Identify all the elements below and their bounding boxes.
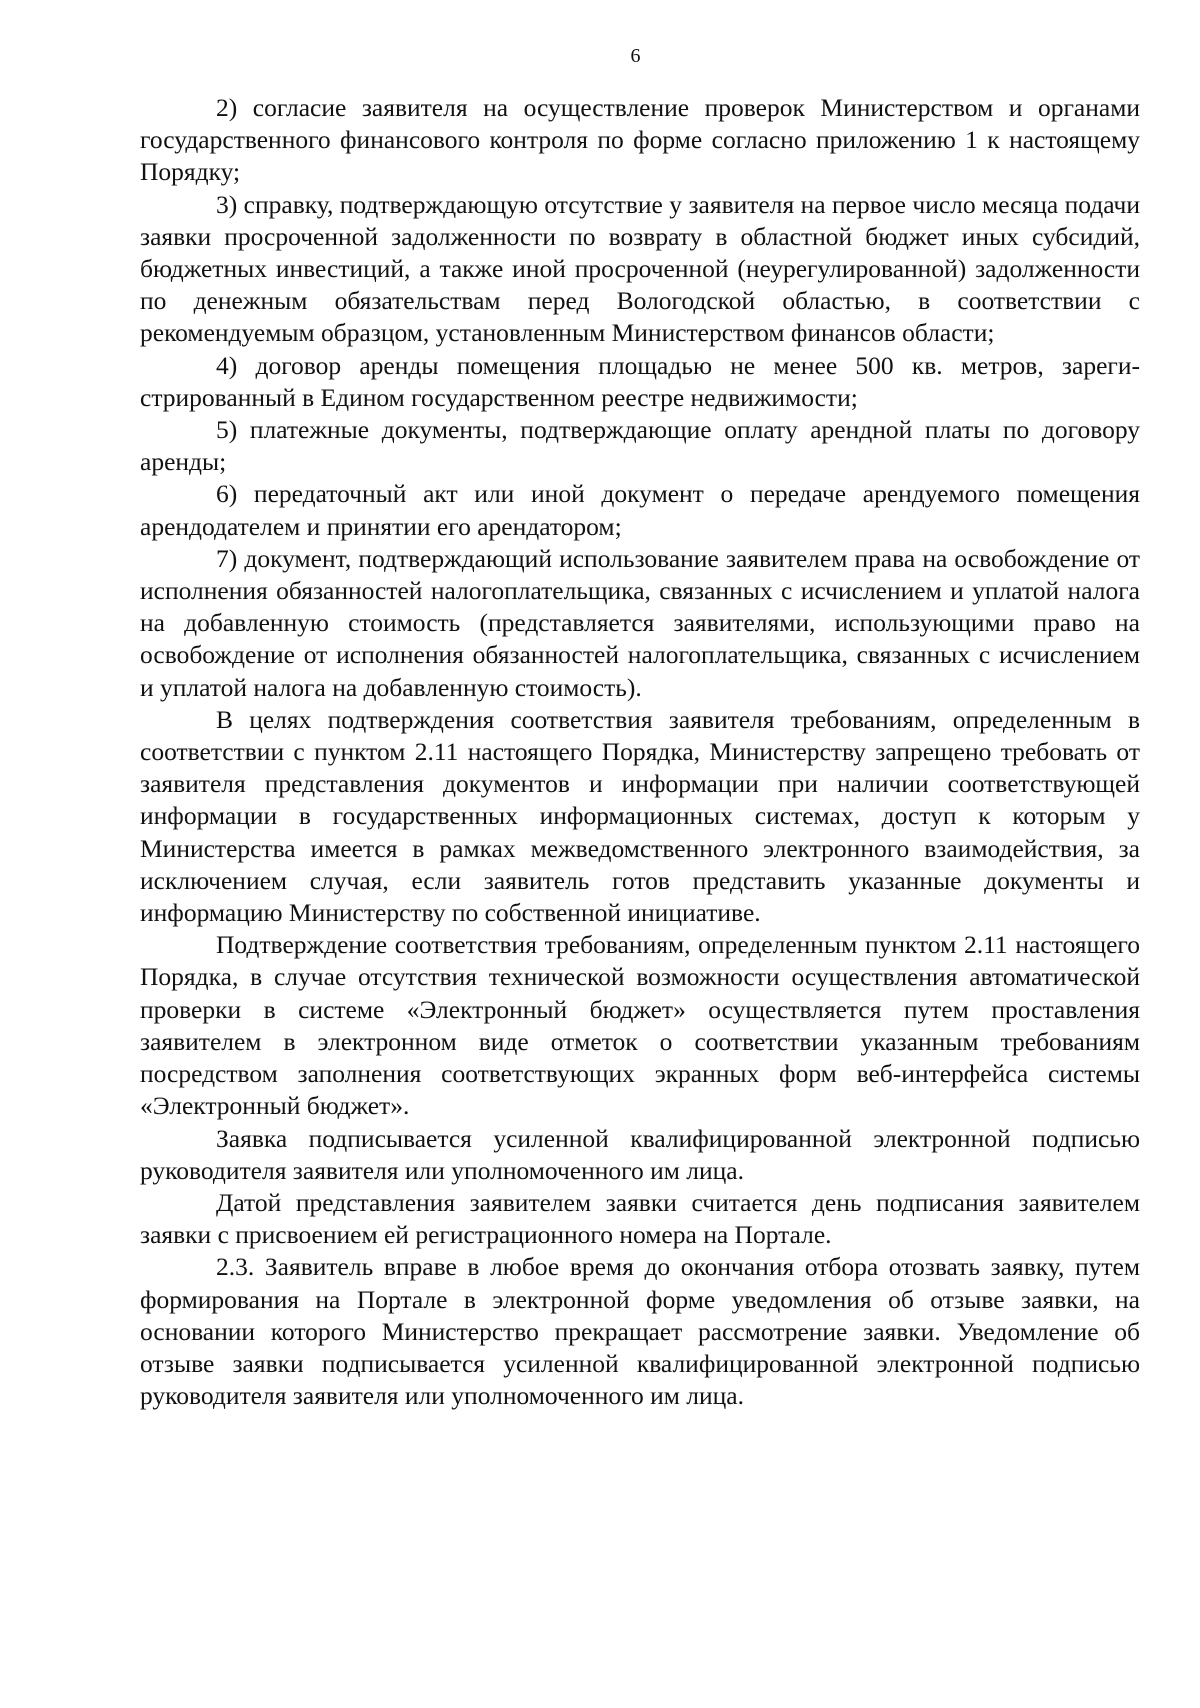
paragraph-item-5: 5) платежные документы, подтверждающие оплату арендной платы по договору аренды; bbox=[140, 415, 1140, 477]
page-number: 6 bbox=[630, 45, 641, 67]
paragraph-submission-date: Датой представления заявителем заявки считается день подписания заявителем заявки с присвоением ей регистрационного номера на Портале. bbox=[140, 1187, 1140, 1250]
paragraph-item-3: 3) справку, подтверждающую отсутствие у заявителя на первое число месяца подачи заявки просроченной задолженности по возврату в областной бюджет иных субсидий, бюджетных инвестиций, а также иной просроченной (неурегулированной) задолженности по денежным обязательствам перед Вологодской областью, в соответствии с рекомендуемым образцом, установленным Министерством финансов области; bbox=[140, 189, 1140, 348]
paragraph-item-7: 7) документ, подтверждающий использование заявителем права на освобождение от исполнения обязанностей налогоплательщика, связанных с исчислением и уплатой налога на добавленную стоимость (представляется заявителями, использующими право на освобождение от исполнения обязанностей налогоплательщика, связанных с исчислением и уплатой налога на добавленную стоимость). bbox=[140, 543, 1140, 702]
document-body bbox=[140, 92, 1140, 1412]
paragraph-signature: Заявка подписывается усиленной квалифицированной электронной подписью руководителя заявителя или уполномоченного им лица. bbox=[140, 1123, 1140, 1185]
paragraph-verification-restriction: В целях подтверждения соответствия заявителя требованиям, определенным в соответствии с пунктом 2.11 настоящего Порядка, Министерству запрещено требовать от заявителя представления документов и информации при наличии соответствующей информации в государственных информационных системах, доступ к которым у Министерства имеется в рамках межведомственного электронного взаимодействия, за исключением случая, если заявитель готов представить указанные документы и информацию Министерству по собственной инициативе. bbox=[140, 704, 1140, 928]
paragraph-item-6: 6) передаточный акт или иной документ о передаче арендуемого помещения арендодателем и принятии его арендатором; bbox=[140, 479, 1140, 541]
paragraph-item-4: 4) договор аренды помещения площадью не менее 500 кв. метров, зарегистрированный в Едином государственном реестре недвижимости; bbox=[140, 350, 1140, 412]
paragraph-electronic-budget: Подтверждение соответствия требованиям, определенным пунктом 2.11 настоящего Порядка, в случае отсутствия технической возможности осуществления автоматической проверки в системе «Электронный бюджет» осуществляется путем проставления заявителем в электронном виде отметок о соответствии указанным требованиям посредством заполнения соответствующих экранных форм веб-интерфейса системы «Электронный бюджет». bbox=[140, 930, 1140, 1121]
paragraph-section-2-3: 2.3. Заявитель вправе в любое время до окончания отбора отозвать заявку, путем формирования на Портале в электронной форме уведомления об отзыве заявки, на основании которого Министерство прекращает рассмотрение заявки. Уведомление об отзыве заявки подписывается усиленной квалифицированной электронной подписью руководителя заявителя или уполномоченного им лица. bbox=[140, 1252, 1140, 1411]
paragraph-item-2: 2) согласие заявителя на осуществление проверок Министерством и органами государственного финансового контроля по форме согласно приложению 1 к настоящему Порядку; bbox=[140, 93, 1140, 187]
